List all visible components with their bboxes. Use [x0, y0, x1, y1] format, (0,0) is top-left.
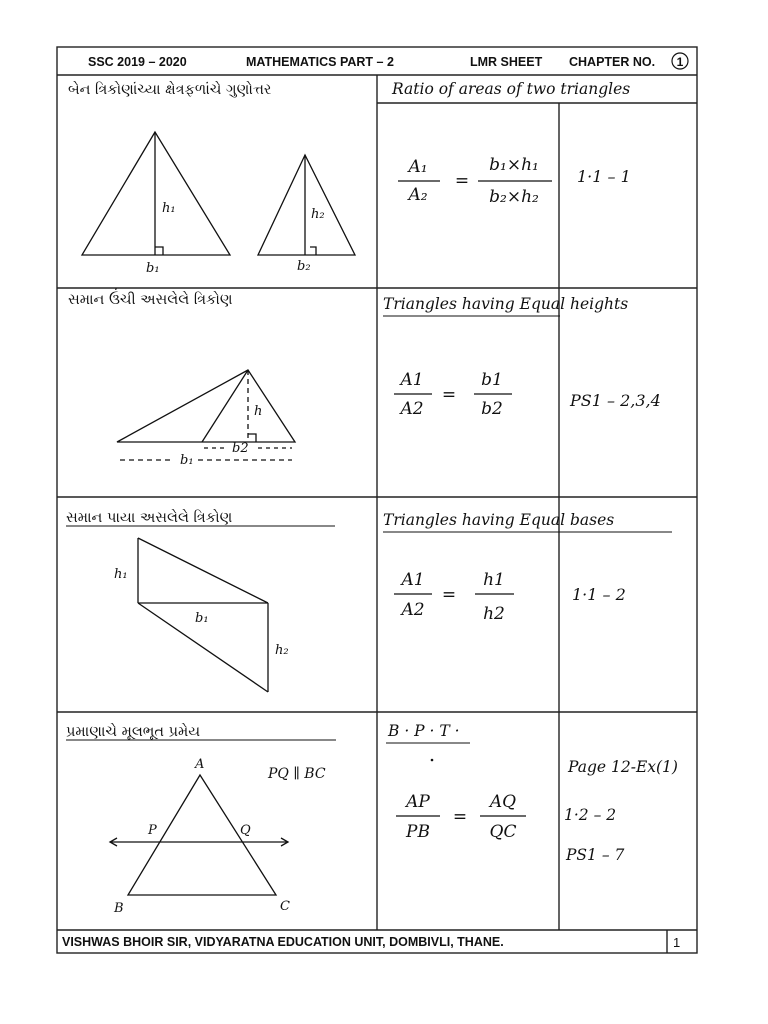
row4-label-B: B [114, 901, 124, 916]
row4-figure [110, 775, 288, 895]
row2-formula-rhs-num: b1 [481, 370, 503, 390]
footer [62, 935, 680, 950]
row4-label-Q: Q [240, 823, 251, 838]
row-3 [66, 508, 672, 692]
right-angle-mark-1 [155, 247, 163, 255]
row1-label-h1: h₁ [162, 201, 176, 216]
row2-label-h: h [254, 404, 263, 419]
row1-formula-rhs-den: b₂×h₂ [489, 187, 539, 207]
row1-label-b2: b₂ [297, 259, 311, 274]
row2-gujarati-title: સમાન ઉંચી અસલેલે ત્રિકોણ [68, 292, 233, 308]
row4-formula-rhs-den: QC [489, 822, 517, 842]
right-angle-mark-2 [310, 247, 316, 255]
row2-formula [394, 370, 512, 419]
header-chapter-no: 1 [676, 55, 684, 69]
row2-formula-eq: = [441, 385, 457, 405]
row3-english-title: Triangles having Equal bases [383, 511, 615, 529]
row1-gujarati-title: બેન ત્રિકોણાંચ્યા ક્ષેત્રફળાંચે ગુણોત્તર [68, 82, 272, 98]
row4-reference-problem-set: PS1 – 7 [566, 846, 625, 864]
row2-label-b2: b2 [232, 441, 249, 456]
row1-reference: 1·1 – 1 [577, 167, 631, 186]
row3-formula [394, 570, 514, 624]
page-number: 1 [673, 935, 681, 950]
row2-formula-lhs-num: A1 [400, 370, 424, 390]
triangle-2 [258, 155, 355, 255]
row4-label-C: C [280, 899, 290, 914]
row4-parallel-note: PQ ∥ BC [268, 766, 326, 782]
row1-formula-lhs-den: A₂ [408, 185, 428, 205]
row-2 [68, 288, 661, 468]
header [88, 53, 688, 69]
row-4 [66, 722, 678, 916]
row4-formula [396, 792, 526, 842]
row3-label-h1: h₁ [114, 567, 128, 582]
row4-formula-rhs-num: AQ [489, 792, 517, 812]
row2-formula-lhs-den: A2 [400, 399, 424, 419]
row1-formula-rhs-num: b₁×h₁ [489, 155, 539, 175]
row1-formula [398, 155, 552, 207]
row3-reference: 1·1 – 2 [572, 585, 626, 604]
row3-formula-lhs-num: A1 [401, 570, 425, 590]
row3-formula-rhs-num: h1 [483, 570, 505, 590]
row4-formula-eq: = [452, 807, 468, 827]
row3-label-h2: h₂ [275, 643, 289, 658]
triangle-large [117, 370, 295, 442]
header-chapter-label: CHAPTER NO. [569, 55, 656, 69]
row4-formula-lhs-den: PB [406, 822, 430, 842]
row1-english-title: Ratio of areas of two triangles [392, 80, 631, 98]
row3-formula-eq: = [441, 585, 457, 605]
triangle-1 [82, 132, 230, 255]
row3-formula-lhs-den: A2 [401, 600, 425, 620]
row2-reference: PS1 – 2,3,4 [570, 391, 661, 410]
row1-formula-lhs-num: A₁ [408, 157, 428, 177]
row3-gujarati-title: સમાન પાયા અસલેલે ત્રિકોણ [66, 510, 233, 526]
row-1 [68, 80, 631, 276]
header-sheet: LMR SHEET [470, 55, 543, 69]
row4-gujarati-title: પ્રમાણાચે મૂલભૂત પ્રમેય [66, 724, 201, 740]
row4-english-title: B · P · T · [388, 722, 460, 740]
stray-dot [431, 759, 434, 762]
header-year: SSC 2019 – 2020 [88, 55, 187, 69]
row3-label-b1: b₁ [195, 611, 209, 626]
row4-reference-page: Page 12-Ex(1) [568, 758, 678, 776]
footer-text: VISHWAS BHOIR SIR, VIDYARATNA EDUCATION UNIT, DOMBIVLI, THANE. [62, 935, 504, 949]
row2-formula-rhs-den: b2 [481, 399, 503, 419]
row4-label-A: A [195, 757, 205, 772]
row4-formula-lhs-num: AP [406, 792, 430, 812]
row1-label-b1: b₁ [146, 261, 160, 276]
header-subject: MATHEMATICS PART – 2 [246, 55, 394, 69]
right-angle-mark-3 [248, 434, 256, 442]
row2-label-b1: b₁ [180, 453, 194, 468]
row1-label-h2: h₂ [311, 207, 325, 222]
triangle-small-side [202, 370, 248, 442]
row4-reference-exercise: 1·2 – 2 [564, 806, 617, 824]
row4-label-P: P [148, 823, 157, 838]
triangle-upper-right-side [138, 538, 268, 603]
row2-english-title: Triangles having Equal heights [383, 295, 629, 313]
row1-figure [82, 132, 355, 255]
row1-formula-eq: = [454, 171, 470, 191]
row3-formula-rhs-den: h2 [483, 604, 505, 624]
row2-figure [117, 370, 295, 460]
